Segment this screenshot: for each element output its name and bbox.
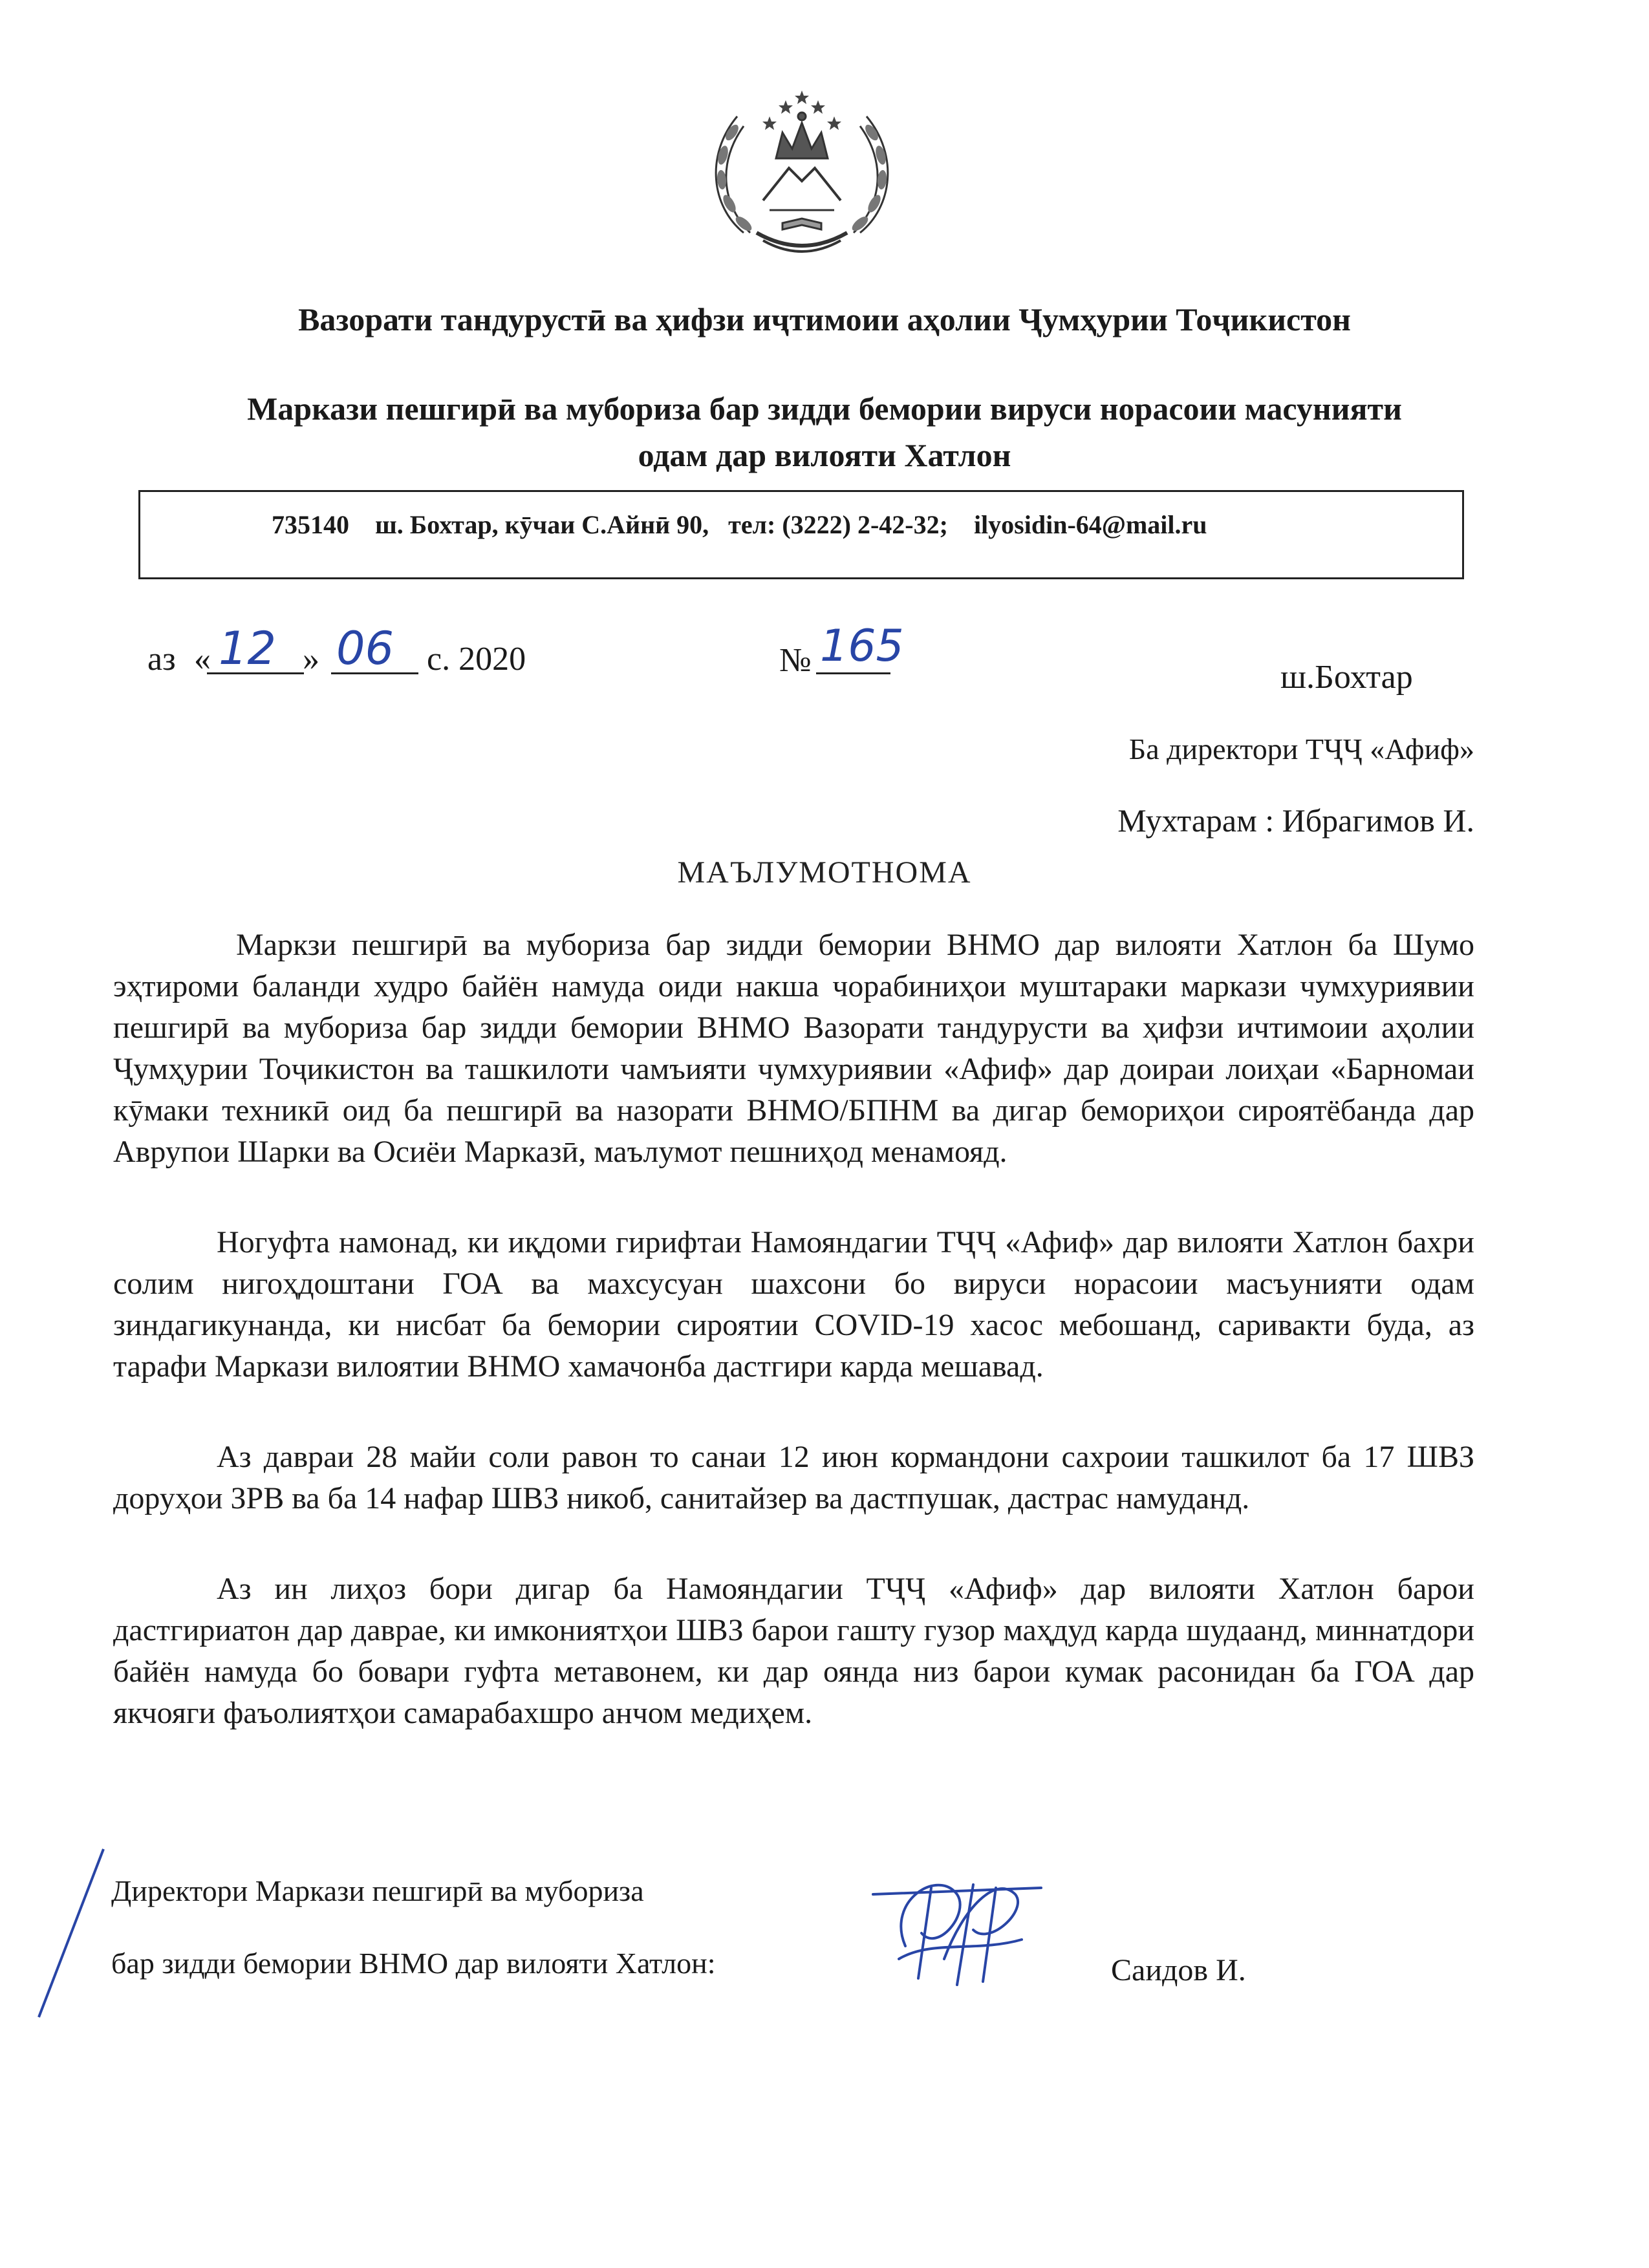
city: ш.Бохтар (1280, 659, 1413, 696)
body-paragraph-4: Аз ин лиҳоз бори дигар ба Намояндагии ТҶҶ «Афиф» дар вилояти Хатлон барои дастгириатон дар даврае, ки имкониятҳои ШВЗ барои гашту гузор маҳдуд карда шудаанд, миннатдори байён намуда бо бовари гуфта метавонем, ки дар оянда низ барои кумак расонидан ба ГОА дар якчояги фаъолиятҳои самарабахшро анчом медиҳем. (113, 1572, 1474, 1730)
addressee-line2: Мухтарам : Ибрагимов И. (1117, 802, 1474, 839)
number-underline (816, 672, 890, 674)
ministry-title: Вазорати тандурустӣ ва ҳифзи иҷтимоии аҳолии Ҷумҳурии Тоҷикистон (298, 301, 1351, 337)
state-emblem-icon (692, 71, 912, 265)
pen-stroke-mark (26, 1843, 116, 2024)
number-sign: № (779, 642, 812, 679)
center-title-line1: Маркази пешгирӣ ва мубориза бар зидди бемории вируси норасоии масунияти (247, 390, 1402, 427)
handwritten-signature (860, 1849, 1054, 1998)
date-year: с. 2020 (427, 641, 526, 678)
document-number-handwritten: 165 (820, 621, 904, 672)
center-title-line2: одам дар вилояти Хатлон (638, 437, 1011, 473)
signatory-title-line2: бар зидди бемории ВНМО дар вилояти Хатлон: (111, 1947, 716, 1980)
body-paragraph-2: Ногуфта намонад, ки иқдоми гирифтаи Намояндагии ТҶҶ «Афиф» дар вилояти Хатлон бахри солим нигоҳдоштани ГОА ва махсусуан шахсони бо вируси норасоии масъунияти одам зиндагикунанда, ки нисбат ба бемории сироятии COVID-19 хасос мебошанд, саривакти буда, аз тарафи Маркази вилоятии ВНМО хамачонба дастгири карда мешавад. (113, 1225, 1474, 1384)
signatory-name: Саидов И. (1111, 1953, 1246, 1987)
body-paragraph-1: Маркзи пешгирӣ ва мубориза бар зидди бемории ВНМО дар вилояти Хатлон ба Шумо эҳтироми баланди худро байён намуда оиди накша чорабиниҳои муштараки маркази чумхуриявии пешгирӣ ва мубориза бар зидди бемории ВНМО Вазорати тандурусти ва ҳифзи ичтимоии аҳолии Ҷумҳурии Тоҷикистон ва ташкилоти чамъияти чумхуриявии «Афиф» дар доираи лоиҳаи «Барномаи кӯмаки техникӣ оид ба пешгирӣ ва назорати ВНМО/БПНМ ва дигар бемориҳои сироятёбанда дар Аврупои Шарки ва Осиёи Марказӣ, маълумот пешниҳод менамояд. (113, 928, 1474, 1169)
body-paragraph-3: Аз давраи 28 майи соли равон то санаи 12 июн кормандони сахроии ташкилот ба 17 ШВЗ доруҳои ЗРВ ва ба 14 нафар ШВЗ никоб, санитайзер ва дастпушак, дастрас намуданд. (113, 1440, 1474, 1515)
document-body (113, 925, 1474, 1783)
date-quote-close: » (303, 641, 319, 678)
addressee-line1: Ба директори ТҶҶ «Афиф» (1128, 733, 1474, 765)
contact-info: 735140 ш. Бохтар, кӯчаи С.Айнӣ 90, тел: (3222) 2-42-32; ilyosidin-64@mail.ru (272, 510, 1207, 539)
date-day-handwritten: 12 (219, 622, 277, 675)
date-quote-open: « (194, 641, 211, 678)
date-prefix: аз (147, 641, 176, 678)
document-title: МАЪЛУМОТНОМА (677, 855, 972, 890)
date-month-handwritten: 06 (336, 622, 394, 675)
signatory-title-line1: Директори Маркази пешгирӣ ва мубориза (111, 1874, 644, 1907)
